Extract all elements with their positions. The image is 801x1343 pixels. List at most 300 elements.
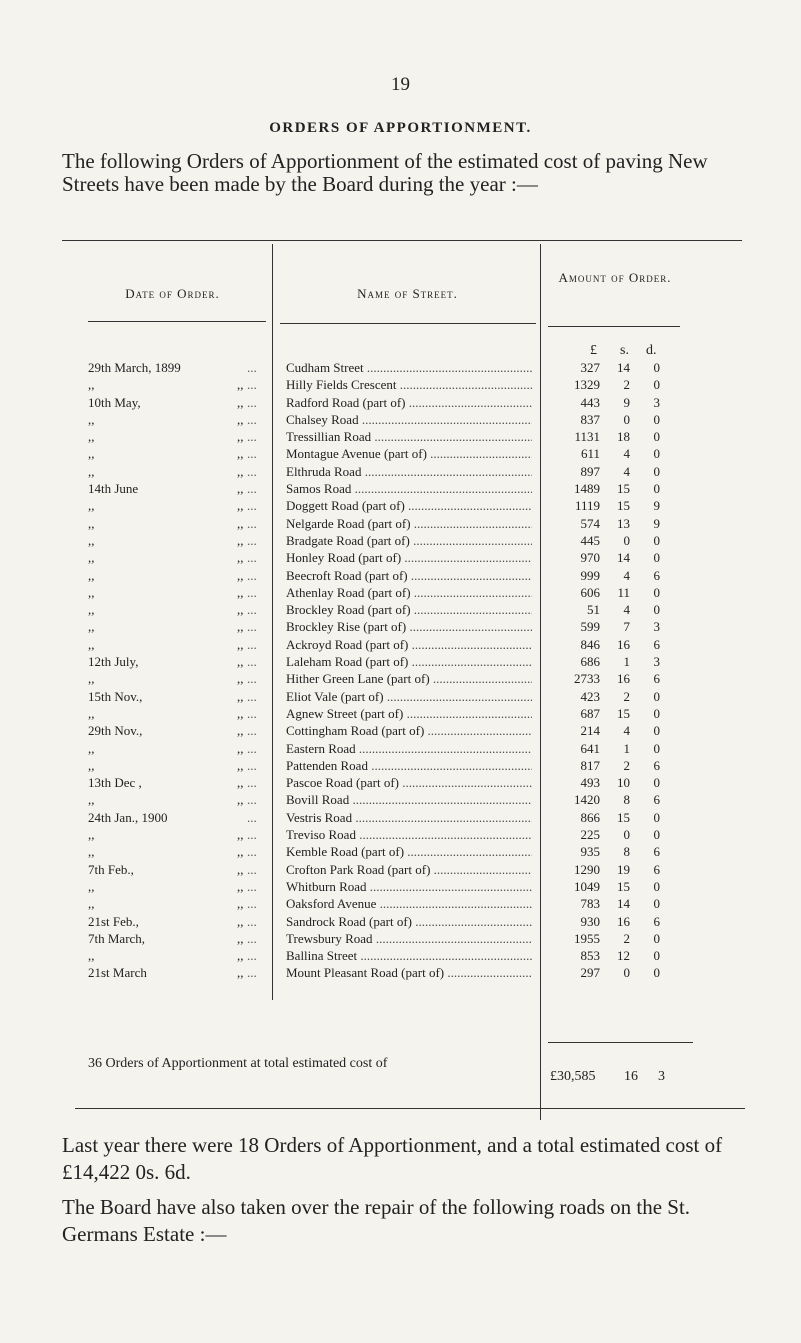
amount-pounds: 687 (580, 705, 600, 721)
amount-pounds: 611 (580, 446, 600, 462)
amount-pounds: 214 (580, 723, 600, 739)
street-name: Bovill Road ..... (286, 791, 532, 808)
amount-pence: 6 (653, 636, 660, 652)
leader-dots: ... (247, 463, 257, 479)
total-pence: 3 (658, 1069, 665, 1084)
table-row (0, 809, 801, 826)
table-row (0, 515, 801, 532)
street-name: Cudham Street ..... (286, 359, 532, 376)
leader-dots: ... (247, 809, 257, 825)
ditto-mark: ,, (237, 550, 244, 566)
order-date: 10th May, (88, 394, 141, 410)
street-name: Eliot Vale (part of) ..... (286, 688, 532, 705)
amount-shillings: 16 (617, 671, 630, 687)
amount-shillings: 4 (623, 567, 630, 583)
street-name: Honley Road (part of) ..... (286, 549, 532, 566)
order-date: 21st March (88, 965, 147, 981)
table-row (0, 411, 801, 428)
ditto-mark: ,, (237, 584, 244, 600)
table-row (0, 394, 801, 411)
amount-shillings: 15 (617, 705, 630, 721)
amount-shillings: 4 (623, 463, 630, 479)
amount-shillings: 12 (617, 948, 630, 964)
street-name: Crofton Park Road (part of) ..... (286, 861, 532, 878)
amount-pounds: 1420 (574, 792, 600, 808)
amount-pence: 6 (653, 844, 660, 860)
amount-shillings: 13 (617, 515, 630, 531)
amount-pounds: 1131 (574, 429, 600, 445)
table-row (0, 705, 801, 722)
amount-pence: 9 (653, 498, 660, 514)
order-date: 14th June (88, 481, 139, 497)
ditto-mark: ,, (237, 723, 244, 739)
ditto-mark: ,, (237, 878, 244, 894)
table-row (0, 463, 801, 480)
amount-pounds: 1329 (574, 377, 600, 393)
street-name: Tressillian Road ..... (286, 428, 532, 445)
amount-shillings: 10 (617, 775, 630, 791)
amount-pence: 0 (653, 602, 660, 618)
amount-pence: 0 (653, 965, 660, 981)
amount-pounds: 1290 (574, 861, 600, 877)
table-row (0, 636, 801, 653)
amount-pence: 0 (653, 429, 660, 445)
amount-shillings: 2 (623, 688, 630, 704)
order-date: ,, (88, 878, 95, 894)
table-row (0, 445, 801, 462)
amount-shillings: 9 (623, 394, 630, 410)
header-rule-date (88, 321, 266, 322)
leader-dots: ... (247, 948, 257, 964)
table-row (0, 947, 801, 964)
table-row (0, 549, 801, 566)
amount-shillings: 1 (623, 740, 630, 756)
leader-dots: ... (247, 705, 257, 721)
street-name: Agnew Street (part of) ..... (286, 705, 532, 722)
amount-pounds: 866 (580, 809, 600, 825)
amount-pence: 0 (653, 878, 660, 894)
leader-dots: ... (247, 584, 257, 600)
amount-shillings: 0 (623, 532, 630, 548)
order-date: ,, (88, 896, 95, 912)
total-pounds: £30,585 (550, 1069, 596, 1084)
amount-pence: 0 (653, 481, 660, 497)
table-row (0, 428, 801, 445)
paragraph-repair: The Board have also taken over the repair of the following roads on the St. Germans Estate :— (62, 1195, 691, 1246)
street-name: Treviso Road ..... (286, 826, 532, 843)
street-name: Pascoe Road (part of) ..... (286, 774, 532, 791)
ditto-mark: ,, (237, 377, 244, 393)
street-name: Radford Road (part of) ..... (286, 394, 532, 411)
amount-shillings: 19 (617, 861, 630, 877)
ditto-mark: ,, (237, 463, 244, 479)
total-rule (548, 1042, 693, 1043)
table-row (0, 930, 801, 947)
amount-pence: 0 (653, 688, 660, 704)
table-row (0, 826, 801, 843)
amount-pounds: 1119 (574, 498, 600, 514)
street-name: Ballina Street ..... (286, 947, 532, 964)
amount-shillings: 4 (623, 602, 630, 618)
amount-pounds: 327 (580, 360, 600, 375)
amount-shillings: 11 (617, 584, 630, 600)
ditto-mark: ,, (237, 861, 244, 877)
leader-dots: ... (247, 965, 257, 981)
amount-pence: 3 (653, 394, 660, 410)
leader-dots: ... (247, 411, 257, 427)
order-date: ,, (88, 757, 95, 773)
table-row (0, 601, 801, 618)
street-name: Doggett Road (part of) ..... (286, 497, 532, 514)
table-row (0, 861, 801, 878)
ditto-mark: ,, (237, 602, 244, 618)
amount-pence: 0 (653, 532, 660, 548)
order-date: ,, (88, 636, 95, 652)
amount-pounds: 817 (580, 757, 600, 773)
table-bottom-rule (75, 1108, 745, 1109)
order-date: 7th March, (88, 930, 146, 946)
leader-dots: ... (247, 602, 257, 618)
amount-pounds: 641 (580, 740, 600, 756)
leader-dots: ... (247, 498, 257, 514)
amount-pounds: 445 (580, 532, 600, 548)
amount-pence: 0 (653, 463, 660, 479)
amount-pounds: 846 (580, 636, 600, 652)
order-date: ,, (88, 705, 95, 721)
leader-dots: ... (247, 757, 257, 773)
street-name: Trewsbury Road ..... (286, 930, 532, 947)
order-date: ,, (88, 532, 95, 548)
table-row (0, 618, 801, 635)
amount-shillings: 14 (617, 360, 630, 375)
street-name: Beecroft Road (part of) ..... (286, 567, 532, 584)
street-name: Hilly Fields Crescent ..... (286, 376, 532, 393)
amount-pence: 6 (653, 671, 660, 687)
order-date: ,, (88, 844, 95, 860)
ditto-mark: ,, (237, 930, 244, 946)
amount-pence: 9 (653, 515, 660, 531)
column-header-date: Date of Order. (125, 286, 220, 301)
ditto-mark: ,, (237, 775, 244, 791)
table-row (0, 895, 801, 912)
street-name: Cottingham Road (part of) ..... (286, 722, 532, 739)
street-name: Vestris Road ..... (286, 809, 532, 826)
amount-pence: 0 (653, 896, 660, 912)
ditto-mark: ,, (237, 671, 244, 687)
amount-pounds: 935 (580, 844, 600, 860)
amount-pounds: 574 (580, 515, 600, 531)
leader-dots: ... (247, 878, 257, 894)
ditto-mark: ,, (237, 429, 244, 445)
amount-shillings: 15 (617, 878, 630, 894)
amount-pence: 0 (653, 948, 660, 964)
ditto-mark: ,, (237, 619, 244, 635)
column-header-amount: Amount of Order. (558, 270, 672, 285)
table-row (0, 740, 801, 757)
amount-pounds: 1489 (574, 481, 600, 497)
street-name: Elthruda Road ..... (286, 463, 532, 480)
street-name: Samos Road ..... (286, 480, 532, 497)
leader-dots: ... (247, 377, 257, 393)
street-name: Eastern Road ..... (286, 740, 532, 757)
amount-pence: 0 (653, 930, 660, 946)
street-name: Chalsey Road ..... (286, 411, 532, 428)
leader-dots: ... (247, 671, 257, 687)
ditto-mark: ,, (237, 705, 244, 721)
amount-shillings: 8 (623, 792, 630, 808)
amount-pounds: 837 (580, 411, 600, 427)
total-shillings: 16 (624, 1069, 638, 1084)
amount-pounds: 1955 (574, 930, 600, 946)
amount-shillings: 16 (617, 636, 630, 652)
order-date: ,, (88, 948, 95, 964)
amount-pounds: 970 (580, 550, 600, 566)
amount-pounds: 783 (580, 896, 600, 912)
amount-shillings: 8 (623, 844, 630, 860)
order-date: ,, (88, 515, 95, 531)
order-date: ,, (88, 740, 95, 756)
amount-pence: 0 (653, 723, 660, 739)
ditto-mark: ,, (237, 844, 244, 860)
amount-pounds: 999 (580, 567, 600, 583)
table-row (0, 774, 801, 791)
amount-pence: 0 (653, 550, 660, 566)
amount-shillings: 14 (617, 896, 630, 912)
leader-dots: ... (247, 515, 257, 531)
ditto-mark: ,, (237, 481, 244, 497)
amount-pounds: 606 (580, 584, 600, 600)
leader-dots: ... (247, 481, 257, 497)
amount-shillings: 0 (623, 827, 630, 843)
leader-dots: ... (247, 567, 257, 583)
amount-pounds: 930 (580, 913, 600, 929)
amount-shillings: 2 (623, 377, 630, 393)
leader-dots: ... (247, 654, 257, 670)
leader-dots: ... (247, 360, 257, 375)
table-row (0, 532, 801, 549)
amount-pence: 0 (653, 411, 660, 427)
amount-pence: 3 (653, 619, 660, 635)
table-row (0, 584, 801, 601)
amount-pence: 0 (653, 360, 660, 375)
table-row (0, 913, 801, 930)
amount-pence: 6 (653, 913, 660, 929)
table-row (0, 480, 801, 497)
table-row (0, 964, 801, 981)
amount-shillings: 2 (623, 757, 630, 773)
leader-dots: ... (247, 930, 257, 946)
street-name: Athenlay Road (part of) ..... (286, 584, 532, 601)
amount-shillings: 15 (617, 481, 630, 497)
leader-dots: ... (247, 394, 257, 410)
street-name: Brockley Rise (part of) ..... (286, 618, 532, 635)
amount-shillings: 18 (617, 429, 630, 445)
amount-pence: 0 (653, 740, 660, 756)
amount-pounds: 853 (580, 948, 600, 964)
apportionment-table (0, 359, 801, 982)
table-row (0, 567, 801, 584)
amount-shillings: 0 (623, 411, 630, 427)
street-name: Laleham Road (part of) ..... (286, 653, 532, 670)
total-label: 36 Orders of Apportionment at total estimated cost of (88, 1056, 388, 1071)
order-date: ,, (88, 429, 95, 445)
amount-pence: 6 (653, 567, 660, 583)
order-date: 15th Nov., (88, 688, 143, 704)
order-date: ,, (88, 584, 95, 600)
order-date: ,, (88, 619, 95, 635)
order-date: ,, (88, 602, 95, 618)
amount-shillings: 15 (617, 498, 630, 514)
amount-shillings: 15 (617, 809, 630, 825)
amount-pounds: 443 (580, 394, 600, 410)
order-date: 29th March, 1899 (88, 360, 181, 375)
amount-pounds: 897 (580, 463, 600, 479)
street-name: Mount Pleasant Road (part of) ..... (286, 964, 532, 981)
amount-pounds: 51 (587, 602, 600, 618)
amount-pounds: 297 (580, 965, 600, 981)
amount-pounds: 2733 (574, 671, 600, 687)
amount-pounds: 686 (580, 654, 600, 670)
table-row (0, 376, 801, 393)
leader-dots: ... (247, 688, 257, 704)
amount-shillings: 4 (623, 446, 630, 462)
amount-pence: 0 (653, 446, 660, 462)
amount-pence: 0 (653, 809, 660, 825)
order-date: 24th Jan., 1900 (88, 809, 168, 825)
amount-pence: 0 (653, 705, 660, 721)
amount-pounds: 1049 (574, 878, 600, 894)
amount-shillings: 16 (617, 913, 630, 929)
amount-pounds: 493 (580, 775, 600, 791)
street-name: Bradgate Road (part of) ..... (286, 532, 532, 549)
table-top-rule (62, 240, 742, 241)
amount-pence: 6 (653, 792, 660, 808)
amount-pence: 0 (653, 827, 660, 843)
leader-dots: ... (247, 844, 257, 860)
table-row (0, 688, 801, 705)
leader-dots: ... (247, 429, 257, 445)
table-row (0, 757, 801, 774)
ditto-mark: ,, (237, 532, 244, 548)
table-row (0, 878, 801, 895)
leader-dots: ... (247, 827, 257, 843)
amount-shillings: 7 (623, 619, 630, 635)
ditto-mark: ,, (237, 757, 244, 773)
amount-shillings: 1 (623, 654, 630, 670)
street-name: Whitburn Road ..... (286, 878, 532, 895)
order-date: ,, (88, 411, 95, 427)
header-rule-street (280, 323, 536, 324)
amount-shillings: 0 (623, 965, 630, 981)
table-row (0, 791, 801, 808)
leader-dots: ... (247, 723, 257, 739)
header-rule-amount (548, 326, 680, 327)
amount-pence: 0 (653, 775, 660, 791)
unit-pence: d. (646, 343, 657, 358)
unit-shillings: s. (620, 343, 629, 358)
leader-dots: ... (247, 550, 257, 566)
leader-dots: ... (247, 792, 257, 808)
table-row (0, 843, 801, 860)
page-heading: ORDERS OF APPORTIONMENT. (269, 120, 532, 136)
leader-dots: ... (247, 913, 257, 929)
street-name: Hither Green Lane (part of) ..... (286, 670, 532, 687)
leader-dots: ... (247, 740, 257, 756)
order-date: ,, (88, 671, 95, 687)
order-date: 21st Feb., (88, 913, 139, 929)
amount-pounds: 225 (580, 827, 600, 843)
table-row (0, 497, 801, 514)
leader-dots: ... (247, 619, 257, 635)
order-date: ,, (88, 792, 95, 808)
leader-dots: ... (247, 861, 257, 877)
ditto-mark: ,, (237, 394, 244, 410)
ditto-mark: ,, (237, 965, 244, 981)
amount-shillings: 14 (617, 550, 630, 566)
amount-pence: 0 (653, 377, 660, 393)
page-number: 19 (391, 74, 410, 95)
order-date: ,, (88, 463, 95, 479)
street-name: Nelgarde Road (part of) ..... (286, 515, 532, 532)
amount-pounds: 599 (580, 619, 600, 635)
amount-shillings: 2 (623, 930, 630, 946)
street-name: Sandrock Road (part of) ..... (286, 913, 532, 930)
amount-pence: 6 (653, 861, 660, 877)
order-date: ,, (88, 550, 95, 566)
ditto-mark: ,, (237, 515, 244, 531)
ditto-mark: ,, (237, 740, 244, 756)
ditto-mark: ,, (237, 913, 244, 929)
amount-pounds: 423 (580, 688, 600, 704)
street-name: Montague Avenue (part of) ..... (286, 445, 532, 462)
street-name: Oaksford Avenue ..... (286, 895, 532, 912)
order-date: 7th Feb., (88, 861, 134, 877)
leader-dots: ... (247, 896, 257, 912)
column-header-street: Name of Street. (357, 286, 458, 301)
ditto-mark: ,, (237, 567, 244, 583)
order-date: 12th July, (88, 654, 139, 670)
amount-pence: 6 (653, 757, 660, 773)
street-name: Ackroyd Road (part of) ..... (286, 636, 532, 653)
paragraph-last-year: Last year there were 18 Orders of Apportionment, and a total estimated cost of £14,422 0s. 6d. (62, 1133, 723, 1184)
order-date: 13th Dec , (88, 775, 142, 791)
order-date: ,, (88, 377, 95, 393)
ditto-mark: ,, (237, 948, 244, 964)
leader-dots: ... (247, 775, 257, 791)
table-row (0, 359, 801, 376)
order-date: ,, (88, 567, 95, 583)
table-row (0, 722, 801, 739)
order-date: ,, (88, 446, 95, 462)
intro-paragraph: The following Orders of Apportionment of the estimated cost of paving New Streets have been made by the Board during the year :— (62, 149, 708, 196)
order-date: 29th Nov., (88, 723, 143, 739)
amount-pence: 3 (653, 654, 660, 670)
leader-dots: ... (247, 532, 257, 548)
ditto-mark: ,, (237, 446, 244, 462)
amount-shillings: 4 (623, 723, 630, 739)
ditto-mark: ,, (237, 654, 244, 670)
unit-pounds: £ (590, 343, 597, 358)
street-name: Brockley Road (part of) ..... (286, 601, 532, 618)
ditto-mark: ,, (237, 498, 244, 514)
leader-dots: ... (247, 446, 257, 462)
ditto-mark: ,, (237, 896, 244, 912)
table-row (0, 670, 801, 687)
ditto-mark: ,, (237, 411, 244, 427)
order-date: ,, (88, 827, 95, 843)
ditto-mark: ,, (237, 827, 244, 843)
street-name: Pattenden Road ..... (286, 757, 532, 774)
